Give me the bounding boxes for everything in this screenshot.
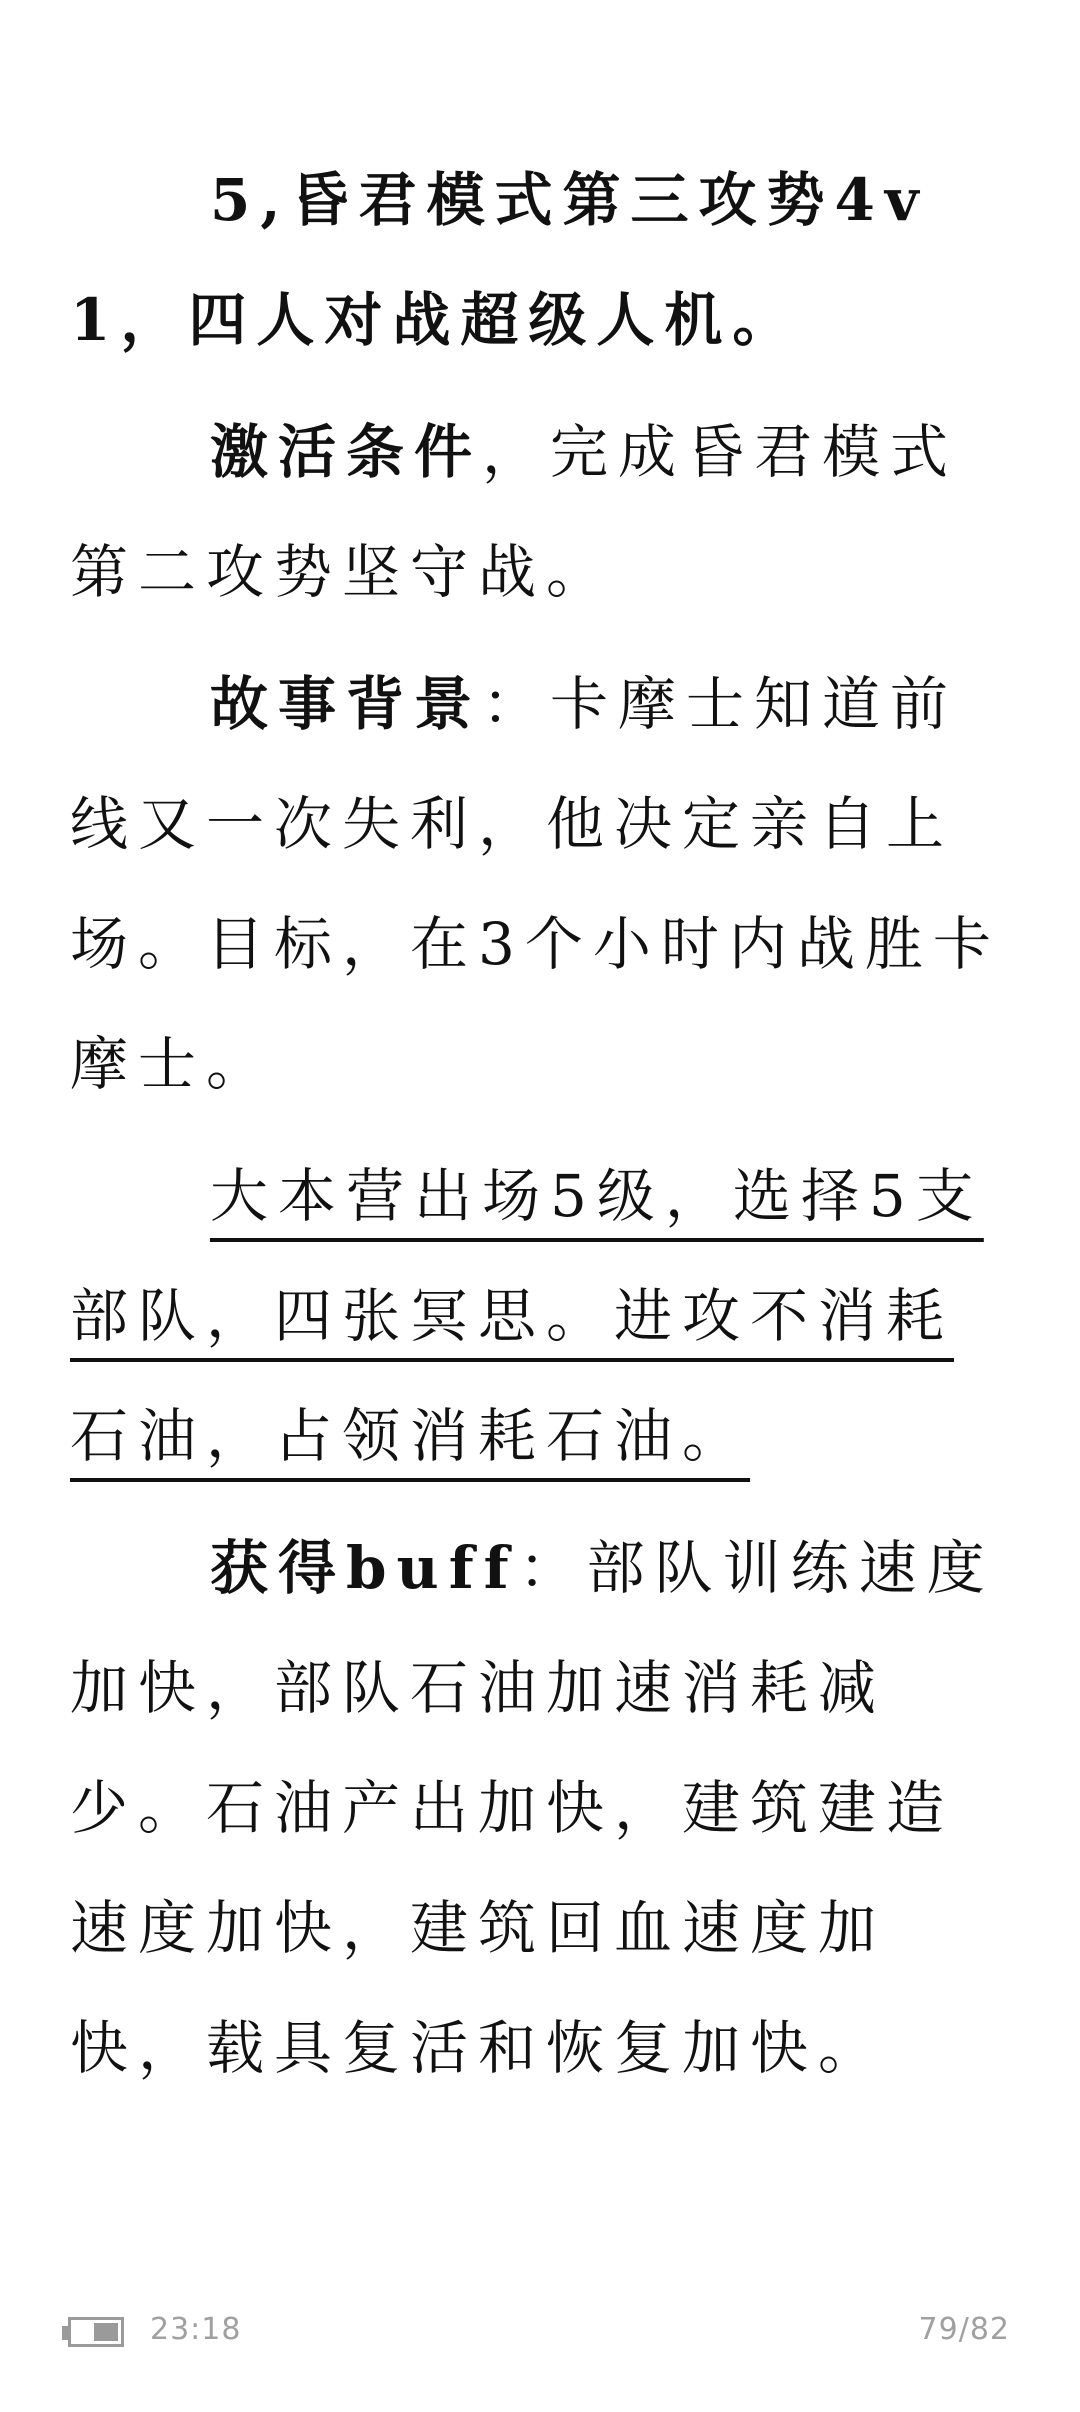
reader-status-bar [0,2300,1080,2360]
paragraph-title [70,140,1010,380]
activation-label: 激活条件 [210,418,483,486]
activation-text: ，完成昏君模式第二攻势坚守战。 [70,418,959,606]
page-indicator: 79/82 [918,2312,1010,2347]
battery-fill [94,2323,118,2341]
story-label: 故事背景 [210,670,483,738]
battery-body [68,2317,124,2347]
clock-time: 23:18 [150,2312,242,2347]
paragraph-activation [70,392,1010,632]
paragraph-strategy [70,1136,1010,1496]
paragraph-story [70,644,1010,1124]
buff-label: 获得buff [210,1534,519,1602]
chapter-content [70,140,1010,2120]
battery-icon [62,2317,124,2347]
buff-text: ：部队训练速度加快，部队石油加速消耗减少。石油产出加快，建筑建造速度加快，建筑回血速度加快，载具复活和恢复加快。 [70,1534,995,2082]
title-text: 5,昏君模式第三攻势4v1，四人对战超级人机。 [70,166,929,354]
strategy-text: 大本营出场5级，选择5支部队，四张冥思。进攻不消耗石油，占领消耗石油。 [70,1162,984,1470]
story-text: ：卡摩士知道前线又一次失利，他决定亲自上场。目标，在3个小时内战胜卡摩士。 [70,670,1001,1098]
paragraph-buff [70,1508,1010,2108]
